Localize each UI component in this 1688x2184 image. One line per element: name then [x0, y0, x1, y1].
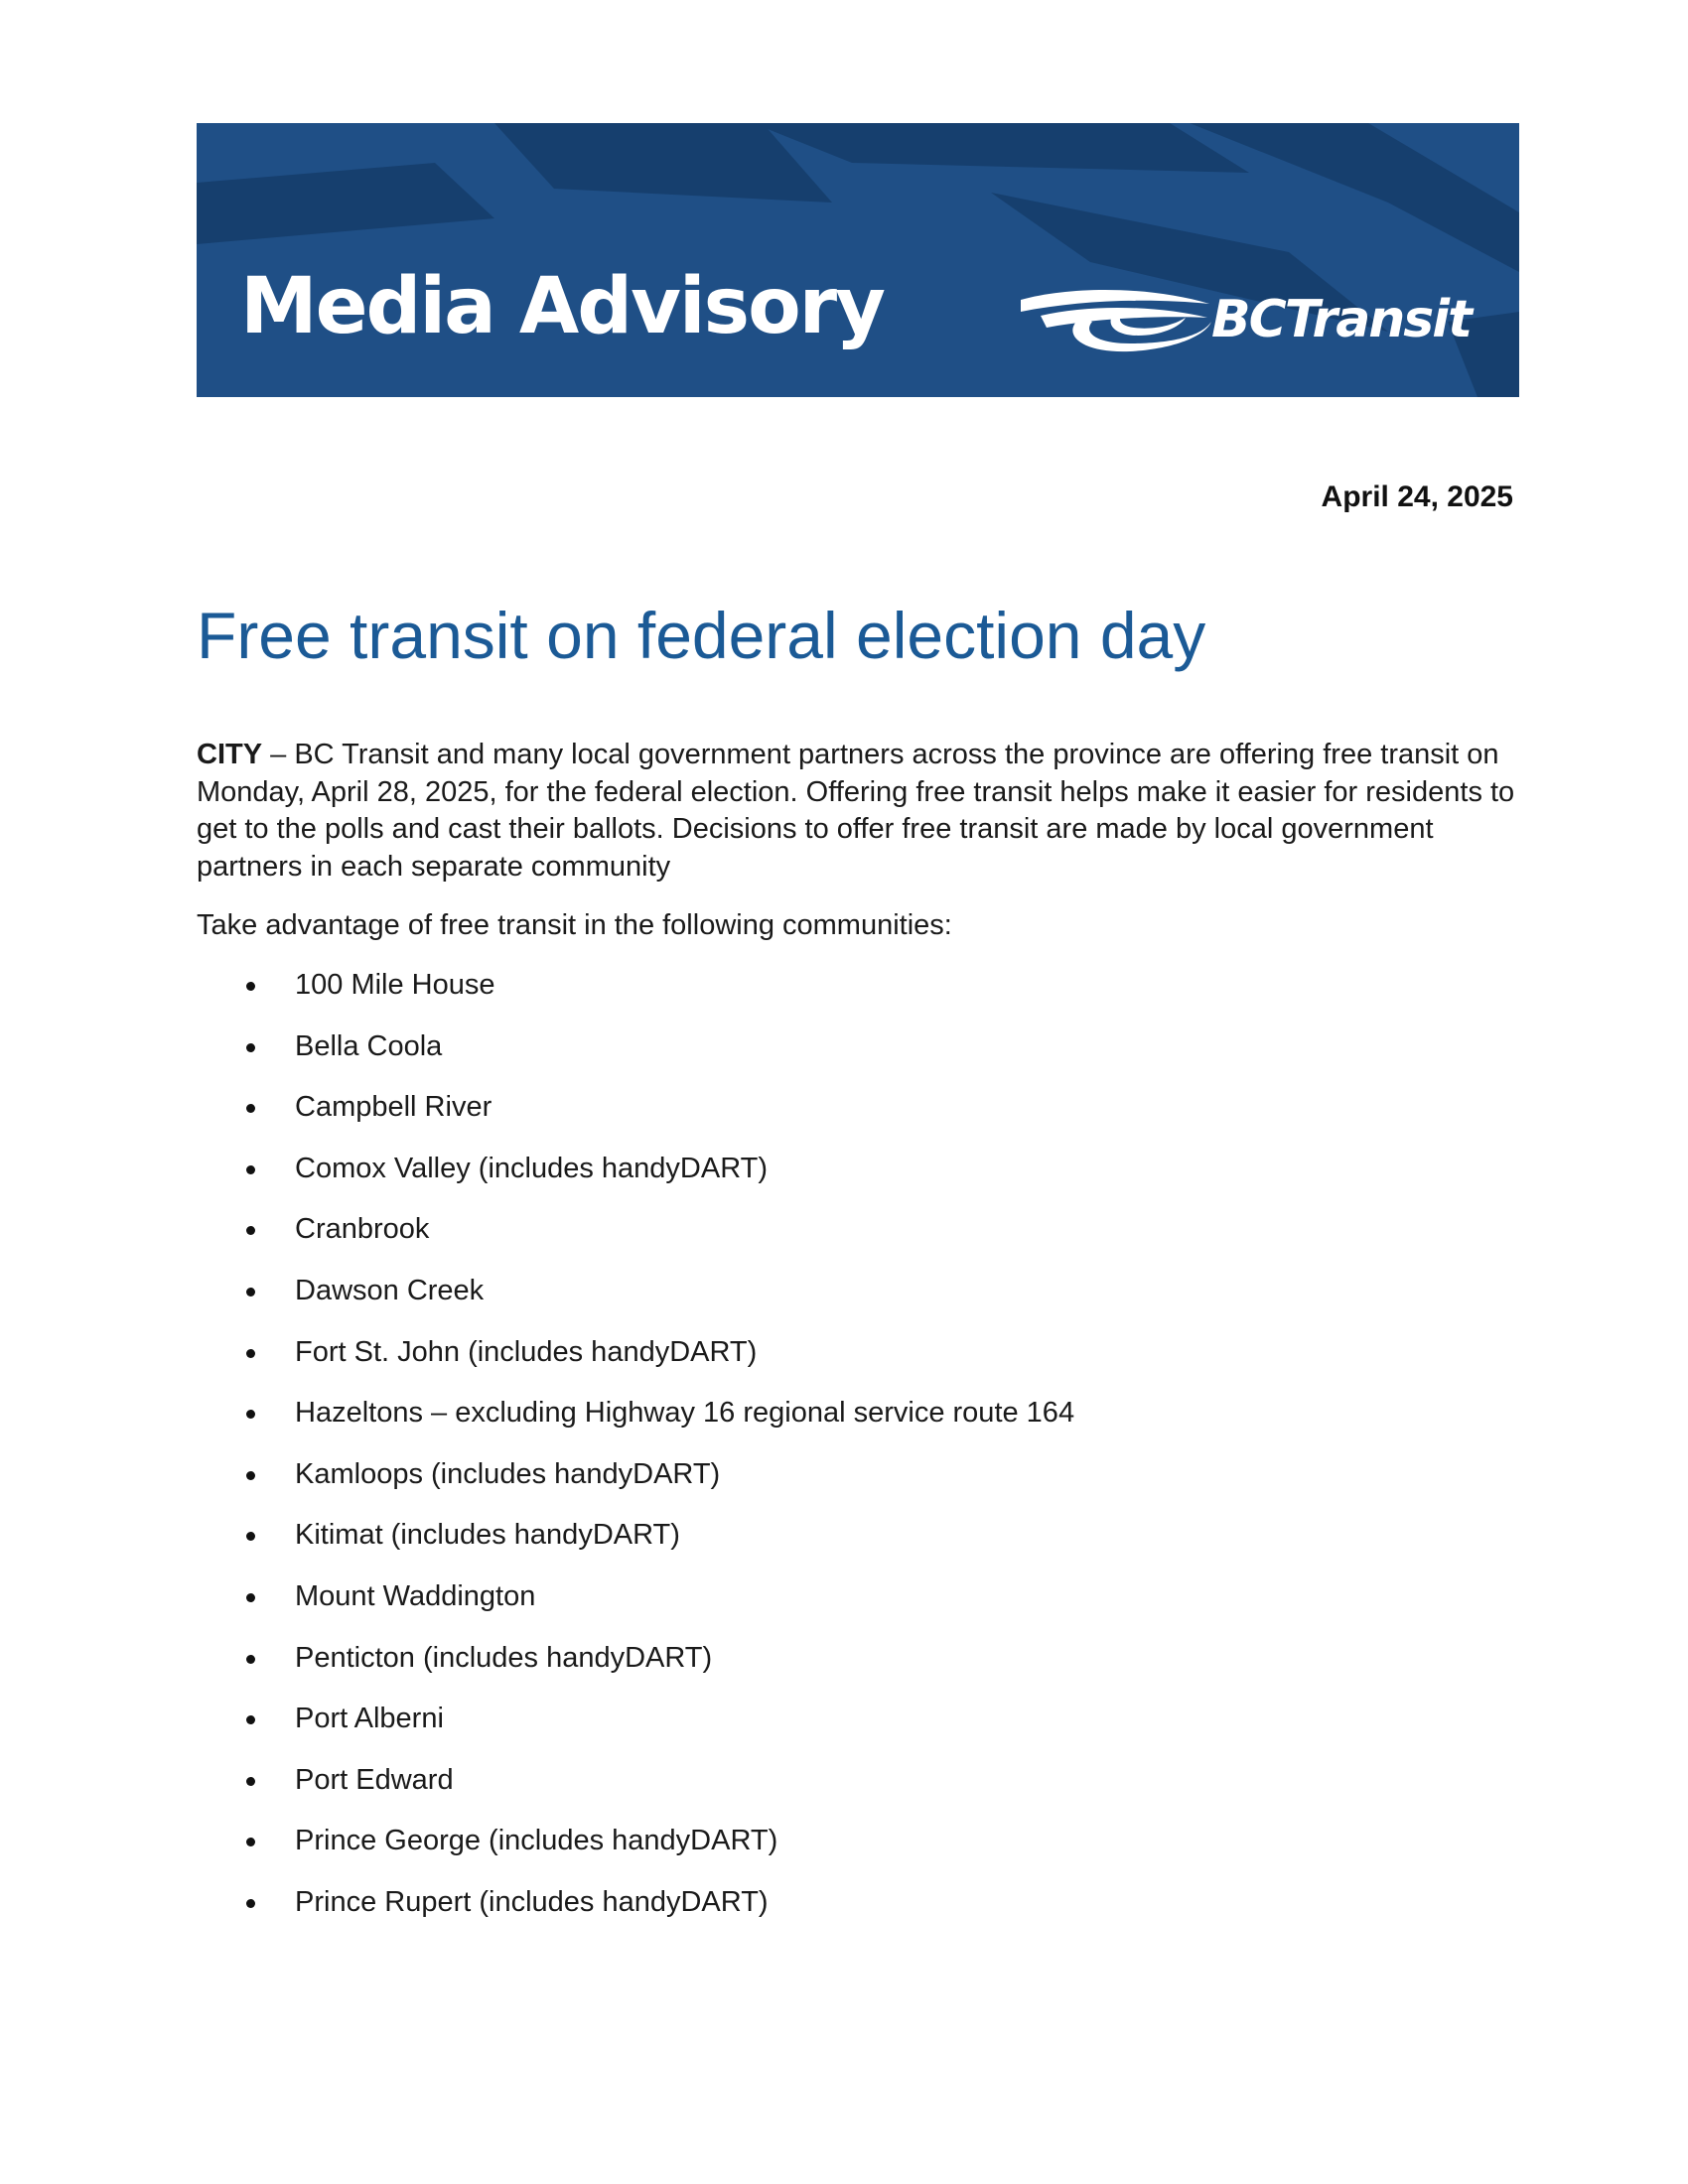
dateline-separator: –	[262, 739, 295, 770]
banner-title: Media Advisory	[240, 262, 884, 351]
communities-intro: Take advantage of free transit in the following communities:	[197, 909, 952, 941]
bullet-icon	[246, 1532, 255, 1541]
bullet-icon	[246, 1043, 255, 1052]
advisory-date: April 24, 2025	[1321, 480, 1513, 513]
community-name: Comox Valley (includes handyDART)	[295, 1152, 769, 1184]
community-name: Port Alberni	[295, 1703, 444, 1735]
bullet-icon	[246, 1715, 255, 1724]
bullet-icon	[246, 1899, 255, 1908]
bullet-icon	[246, 1655, 255, 1664]
bullet-icon	[246, 1226, 255, 1235]
bullet-icon	[246, 1349, 255, 1358]
community-name: Prince George (includes handyDART)	[295, 1825, 778, 1857]
community-name: 100 Mile House	[295, 969, 495, 1001]
community-name: Fort St. John (includes handyDART)	[295, 1335, 758, 1368]
lead-paragraph	[197, 737, 1527, 886]
community-name: Prince Rupert (includes handyDART)	[295, 1885, 769, 1918]
bullet-icon	[246, 1288, 255, 1297]
bullet-icon	[246, 1104, 255, 1113]
community-name: Mount Waddington	[295, 1579, 536, 1612]
bullet-icon	[246, 1165, 255, 1174]
dateline: CITY	[197, 739, 263, 770]
community-name: Dawson Creek	[295, 1274, 485, 1306]
bullet-icon	[246, 1593, 255, 1602]
bullet-icon	[246, 1410, 255, 1419]
community-name: Campbell River	[295, 1091, 492, 1124]
bullet-icon	[246, 1838, 255, 1846]
bullet-icon	[246, 1471, 255, 1480]
bullet-icon	[246, 1777, 255, 1786]
bc-transit-logo	[1021, 282, 1487, 361]
community-name: Kamloops (includes handyDART)	[295, 1457, 721, 1490]
media-advisory-banner	[197, 123, 1519, 397]
page-title: Free transit on federal election day	[197, 599, 1206, 672]
bc-transit-swoosh-icon	[1021, 282, 1219, 361]
community-name: Bella Coola	[295, 1029, 443, 1062]
community-name: Cranbrook	[295, 1213, 430, 1246]
lead-text: BC Transit and many local government partners across the province are offering free transit on Monday, April 28, 2025, for the federal election. Offering free transit helps make it easier for residents to get to the polls and cast their ballots. Decisions to offer free transit are made by local government partners in each separate community	[197, 739, 1515, 883]
community-name: Hazeltons – excluding Highway 16 regional service route 164	[295, 1397, 1075, 1430]
bc-transit-wordmark: BCTransit	[1211, 290, 1471, 349]
bullet-icon	[246, 982, 255, 991]
community-name: Port Edward	[295, 1763, 454, 1796]
community-name: Penticton (includes handyDART)	[295, 1641, 713, 1674]
community-name: Kitimat (includes handyDART)	[295, 1519, 680, 1552]
